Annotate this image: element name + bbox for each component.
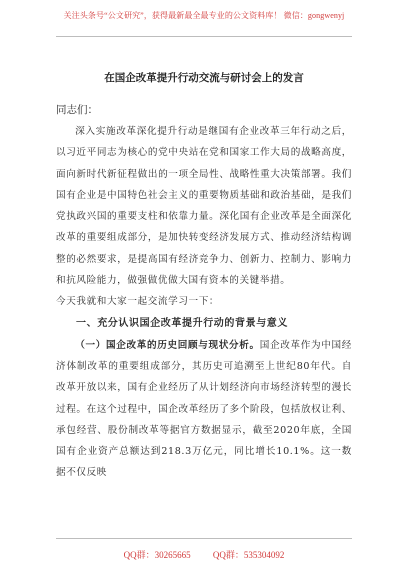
- section-heading: 一、充分认识国企改革提升行动的背景与意义: [76, 317, 288, 329]
- footer-qq-group-2: QQ群：535304092: [212, 550, 285, 560]
- paragraph-subsection: [56, 335, 352, 484]
- paragraph-transition: 今天我就和大家一起交流学习一下：: [56, 296, 220, 308]
- footer-qq-group-1: QQ群：30265665: [123, 550, 191, 560]
- paragraph-intro: 深入实施改革深化提升行动是继国有企业改革三年行动之后，以习近平同志为核心的党中央站在党和国家工作大局的战略高度，面向新时代新征程做出的一项全局性、战略性重大决策部署。我们国有企业是中国特色社会主义的重要物质基础和政治基础，是我们党执政兴国的重要支柱和依靠力量。深化国有企业改革是全面深化改革的重要组成部分，是加快转变经济发展方式、推动经济结构调整的必然要求，是提高国有经济竞争力、创新力、控制力、影响力和抗风险能力，做强做优做大国有资本的关键举措。: [56, 126, 352, 287]
- salutation: 同志们：: [56, 104, 98, 116]
- page-footer: [56, 538, 352, 568]
- footer-contacts: [56, 548, 352, 561]
- subsection-body: 国企改革作为中国经济体制改革的重要组成部分，其历史可追溯至上世纪80年代。自改革开放以来，国有企业经历了从计划经济向市场经济转型的漫长过程。在这个过程中，国企改革经历了多个阶段，包括放权让利、承包经营、股份制改革等据官方数据显示，截至2020年底，全国国有企业资产总额达到218.3万亿元，同比增长10.1%。这一数据不仅反映: [56, 339, 352, 479]
- header-banner: 关注头条号“公文研究”，获得最新最全最专业的公文资料库！ 微信：gongwenyj: [63, 11, 345, 20]
- page-header: [0, 0, 408, 46]
- document-title: 在国企改革提升行动交流与研讨会上的发言: [104, 72, 304, 84]
- document-body: [56, 46, 352, 484]
- footer-divider: [56, 538, 352, 539]
- header-divider: [56, 36, 352, 37]
- subsection-heading: （一）国企改革的历史回顾与现状分析。: [75, 339, 260, 351]
